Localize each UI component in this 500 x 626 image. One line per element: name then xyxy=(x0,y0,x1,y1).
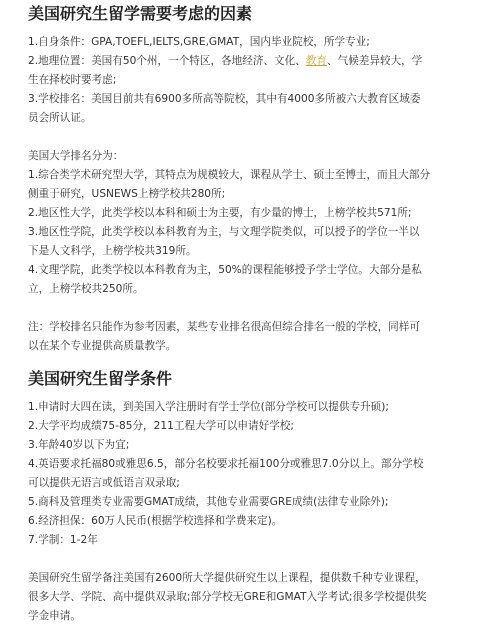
section-title-factors: 美国研究生留学需要考虑的因素 xyxy=(28,4,253,23)
ranking-item-national: 1.综合类学术研究型大学，其特点为规模较大，课程从学士、硕士至博士，而且大部分 xyxy=(28,169,431,181)
condition-item-finance: 6.经济担保：60万人民币(根据学校选择和学费来定)。 xyxy=(28,515,283,527)
ranking-item-national-cont: 侧重于研究，USNEWS上榜学校共280所; xyxy=(28,188,226,200)
ranking-item-regional-college-cont: 下是人文科学，上榜学校共319所。 xyxy=(28,245,197,257)
education-link[interactable]: 教育 xyxy=(305,55,328,67)
condition-list xyxy=(28,398,482,550)
factor-item-self-conditions: 1.自身条件：GPA,TOEFL,IELTS,GRE,GMAT，国内毕业院校，所学专业; xyxy=(28,36,370,48)
condition-item-gmat-gre: 5.商科及管理类专业需要GMAT成绩，其他专业需要GRE成绩(法律专业除外); xyxy=(28,496,389,508)
condition-item-duration: 7.学制：1-2年 xyxy=(28,534,98,546)
ranking-item-liberal-arts: 4.文理学院，此类学校以本科教育为主，50%的课程能够授予学士学位。大部分是私 xyxy=(28,264,422,276)
ranking-item-liberal-arts-cont: 立，上榜学校共250所。 xyxy=(28,283,144,295)
ranking-intro: 美国大学排名分为： xyxy=(28,150,124,162)
condition-item-degree: 1.申请时大四在读，到美国入学注册时有学士学位(部分学校可以提供专升硕); xyxy=(28,401,389,413)
factor-item-geography-cont: 生在择校时要考虑; xyxy=(28,74,117,86)
note-line: 注：学校排名只能作为参考因素，某些专业排名很高但综合排名一般的学校，同样可 xyxy=(28,321,420,333)
note-line: 以在某个专业提供高质量教学。 xyxy=(28,340,177,352)
condition-item-grades: 2.大学平均成绩75-85分，211工程大学可以申请好学校; xyxy=(28,420,294,432)
condition-item-age: 3.年龄40岁以下为宜; xyxy=(28,439,130,451)
ranking-item-regional-university: 2.地区性大学，此类学校以本科和硕士为主要，有少量的博士，上榜学校共571所; xyxy=(28,207,412,219)
factor-item-ranking: 3.学校排名：美国目前共有6900多所高等院校，其中有4000多所被六大教育区域委 xyxy=(28,93,421,105)
ranking-list xyxy=(28,147,482,299)
section-title-conditions: 美国研究生留学条件 xyxy=(28,369,173,388)
ranking-item-regional-college: 3.地区性学院，此类学校以本科教育为主，与文理学院类似，可以授予的学位一半以 xyxy=(28,226,420,238)
ranking-note xyxy=(28,318,482,356)
remark-line: 学金申请。 xyxy=(28,610,81,622)
condition-item-english: 4.英语要求托福80或雅思6.5，部分名校要求托福100分或雅思7.0分以上。部分学校 xyxy=(28,458,424,470)
factor-list xyxy=(28,33,482,128)
remark xyxy=(28,569,482,626)
remark-line: 很多大学、学院、高中提供双录取;部分学校无GRE和GMAT入学考试;很多学校提供奖 xyxy=(28,591,427,603)
factor-item-geography: 2.地理位置：美国有50个州，一个特区，各地经济、文化、教育、气候差异较大，学 xyxy=(28,55,423,67)
factor-item-ranking-cont: 员会所认证。 xyxy=(28,112,92,124)
remark-line: 美国研究生留学备注美国有2600所大学提供研究生以上课程，提供数千种专业课程， xyxy=(28,572,426,584)
condition-item-english-cont: 可以提供无语言或低语言双录取; xyxy=(28,477,180,489)
